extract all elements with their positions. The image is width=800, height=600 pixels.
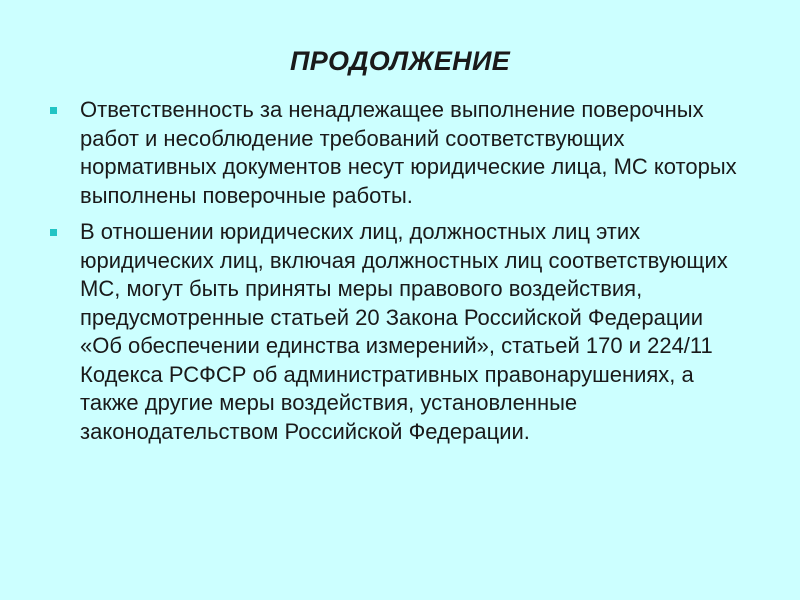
bullet-text: Ответственность за ненадлежащее выполнение поверочных работ и несоблюдение требований соответствующих нормативных документов несут юридические лица, МС которых выполнены поверочные работы. — [80, 97, 737, 208]
slide-title: ПРОДОЛЖЕНИЕ — [289, 46, 511, 76]
bullet-item — [50, 218, 750, 446]
square-bullet-icon — [50, 107, 57, 114]
square-bullet-icon — [50, 229, 57, 236]
bullet-item — [50, 96, 750, 210]
bullet-list — [50, 96, 750, 454]
bullet-text: В отношении юридических лиц, должностных лиц этих юридических лиц, включая должностных лиц соответствующих МС, могут быть приняты меры правового воздействия, предусмотренные статьей 20 Закона Российской Федерации «Об обеспечении единства измерений», статьей 170 и 224/11 Кодекса РСФСР об административных правонарушениях, а также другие меры воздействия, установленные законодательством Российской Федерации. — [80, 219, 728, 444]
